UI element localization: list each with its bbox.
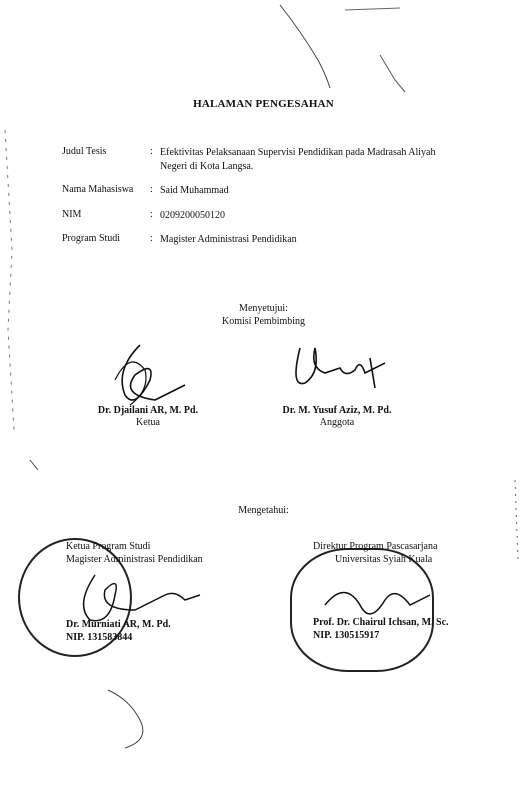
left-office-line1: Ketua Program Studi [66, 541, 151, 552]
colon: : [150, 184, 153, 195]
approval-heading: Menyetujui: [239, 303, 288, 314]
chair-signature [95, 340, 195, 415]
right-office-line1: Direktur Program Pascasarjana [313, 541, 438, 552]
member-name: Dr. M. Yusuf Aziz, M. Pd. [282, 405, 392, 416]
colon: : [150, 209, 153, 220]
colon: : [150, 233, 153, 244]
field-label: Program Studi [62, 233, 121, 244]
colon: : [150, 146, 153, 157]
member-role: Anggota [319, 417, 355, 428]
field-label: NIM [62, 209, 82, 220]
field-value: Efektivitas Pelaksanaan Supervisi Pendidikan pada Madrasah Aliyah Negeri di Kota Langsa. [160, 147, 436, 172]
left-office-line2: Magister Administrasi Pendidikan [66, 554, 203, 565]
left-signer-nip: NIP. 131583844 [66, 632, 133, 643]
right-office-line2: Universitas Syiah Kuala [335, 554, 433, 565]
right-signer-name: Prof. Dr. Chairul Ichsan, M. Sc. [313, 617, 449, 628]
field-value: Magister Administrasi Pendidikan [160, 234, 297, 245]
field-value: 0209200050120 [160, 210, 225, 221]
acknowledge-heading: Mengetahui: [238, 505, 289, 516]
field-label: Nama Mahasiswa [62, 184, 134, 195]
chair-role: Ketua [136, 417, 160, 428]
member-signature [285, 338, 395, 398]
left-signer-name: Dr. Murniati AR, M. Pd. [66, 619, 171, 630]
right-signer-nip: NIP. 130515917 [313, 630, 380, 641]
chair-name: Dr. Djailani AR, M. Pd. [97, 405, 199, 416]
field-label: Judul Tesis [62, 146, 107, 157]
committee-label: Komisi Pembimbing [221, 316, 306, 327]
page-title: HALAMAN PENGESAHAN [193, 98, 334, 110]
field-value: Said Muhammad [160, 185, 229, 196]
